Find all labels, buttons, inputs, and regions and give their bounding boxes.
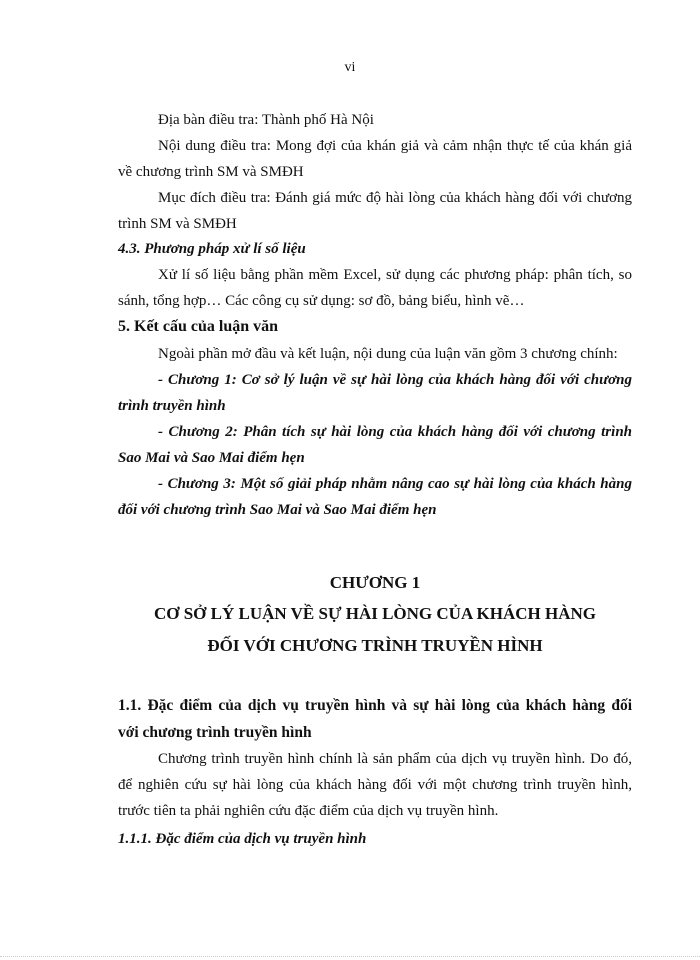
page-bottom-rule bbox=[0, 956, 700, 957]
section-1-1-para-line3: trước tiên ta phải nghiên cứu đặc điểm của dịch vụ truyền hình. bbox=[118, 803, 499, 819]
chapter-3-line2: đối với chương trình Sao Mai và Sao Mai điểm hẹn bbox=[118, 502, 437, 518]
section-4-3-heading: 4.3. Phương pháp xử lí số liệu bbox=[118, 241, 306, 257]
chapter-title-line2: ĐỐI VỚI CHƯƠNG TRÌNH TRUYỀN HÌNH bbox=[207, 636, 543, 655]
section-1-1-para-line1: Chương trình truyền hình chính là sản phẩm của dịch vụ truyền hình. Do đó, bbox=[158, 751, 632, 767]
survey-location: Địa bàn điều tra: Thành phố Hà Nội bbox=[158, 112, 374, 128]
chapter-1-line2: trình truyền hình bbox=[118, 398, 226, 414]
chapter-2-line1: - Chương 2: Phân tích sự hài lòng của khách hàng đối với chương trình bbox=[158, 424, 632, 440]
survey-purpose-line1: Mục đích điều tra: Đánh giá mức độ hài lòng của khách hàng đối với chương bbox=[158, 190, 632, 206]
chapter-1-line1: - Chương 1: Cơ sở lý luận về sự hài lòng của khách hàng đối với chương bbox=[158, 372, 632, 388]
chapter-title-line1: CƠ SỞ LÝ LUẬN VỀ SỰ HÀI LÒNG CỦA KHÁCH HÀNG bbox=[153, 604, 597, 623]
page-number: vi bbox=[344, 60, 356, 75]
section-4-3-line2: sánh, tổng hợp… Các công cụ sử dụng: sơ đồ, bảng biểu, hình vẽ… bbox=[118, 293, 525, 309]
section-1-1-para-line2: để nghiên cứu sự hài lòng của khách hàng đối với một chương trình truyền hình, bbox=[118, 777, 632, 793]
survey-purpose-line2: trình SM và SMĐH bbox=[118, 216, 237, 232]
section-1-1-heading-line2: với chương trình truyền hình bbox=[118, 724, 312, 741]
section-4-3-line1: Xử lí số liệu bằng phần mềm Excel, sử dụng các phương pháp: phân tích, so bbox=[158, 267, 632, 283]
survey-content-line2: về chương trình SM và SMĐH bbox=[118, 164, 304, 180]
section-1-1-heading-line1: 1.1. Đặc điểm của dịch vụ truyền hình và sự hài lòng của khách hàng đối bbox=[118, 697, 632, 714]
chapter-label: CHƯƠNG 1 bbox=[329, 573, 421, 592]
survey-content-line1: Nội dung điều tra: Mong đợi của khán giả và cảm nhận thực tế của khán giả bbox=[158, 138, 632, 154]
chapter-2-line2: Sao Mai và Sao Mai điểm hẹn bbox=[118, 450, 305, 466]
chapter-3-line1: - Chương 3: Một số giải pháp nhằm nâng cao sự hài lòng của khách hàng bbox=[158, 476, 632, 492]
section-5-intro: Ngoài phần mở đầu và kết luận, nội dung của luận văn gồm 3 chương chính: bbox=[158, 346, 618, 362]
section-1-1-1-heading: 1.1.1. Đặc điểm của dịch vụ truyền hình bbox=[118, 831, 367, 847]
section-5-heading: 5. Kết cấu của luận văn bbox=[118, 318, 279, 335]
